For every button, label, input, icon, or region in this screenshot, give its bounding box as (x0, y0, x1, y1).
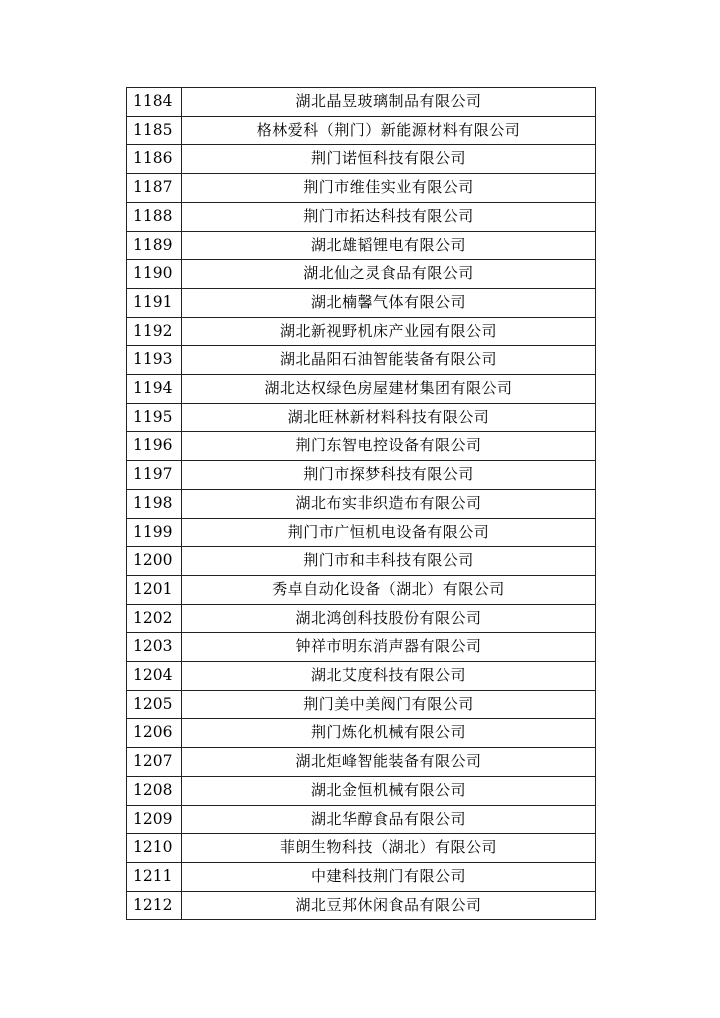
company-list-table (126, 87, 596, 920)
row-number-cell: 1187 (127, 174, 182, 203)
company-name-cell: 湖北雄韬锂电有限公司 (182, 231, 596, 260)
row-number-cell: 1186 (127, 145, 182, 174)
company-name-cell: 荆门诺恒科技有限公司 (182, 145, 596, 174)
row-number-cell: 1189 (127, 231, 182, 260)
row-number-cell: 1191 (127, 288, 182, 317)
table-row (127, 748, 596, 777)
company-name-cell: 湖北新视野机床产业园有限公司 (182, 317, 596, 346)
row-number-cell: 1204 (127, 662, 182, 691)
table-row (127, 317, 596, 346)
row-number-cell: 1203 (127, 633, 182, 662)
company-name-cell: 格林爱科（荆门）新能源材料有限公司 (182, 116, 596, 145)
row-number-cell: 1201 (127, 575, 182, 604)
company-name-cell: 湖北晶阳石油智能装备有限公司 (182, 346, 596, 375)
row-number-cell: 1196 (127, 432, 182, 461)
row-number-cell: 1202 (127, 604, 182, 633)
row-number-cell: 1198 (127, 489, 182, 518)
company-name-cell: 荆门市拓达科技有限公司 (182, 202, 596, 231)
table-row (127, 116, 596, 145)
row-number-cell: 1212 (127, 891, 182, 920)
row-number-cell: 1200 (127, 547, 182, 576)
company-name-cell: 湖北鸿创科技股份有限公司 (182, 604, 596, 633)
company-name-cell: 湖北艾度科技有限公司 (182, 662, 596, 691)
company-name-cell: 湖北华醇食品有限公司 (182, 805, 596, 834)
company-name-cell: 湖北晶昱玻璃制品有限公司 (182, 88, 596, 117)
company-name-cell: 湖北楠馨气体有限公司 (182, 288, 596, 317)
company-name-cell: 湖北金恒机械有限公司 (182, 776, 596, 805)
table-row (127, 375, 596, 404)
company-name-cell: 湖北豆邦休闲食品有限公司 (182, 891, 596, 920)
company-name-cell: 荆门市广恒机电设备有限公司 (182, 518, 596, 547)
table-row (127, 403, 596, 432)
row-number-cell: 1188 (127, 202, 182, 231)
table-row (127, 776, 596, 805)
table-row (127, 174, 596, 203)
table-row (127, 202, 596, 231)
company-name-cell: 荆门市探梦科技有限公司 (182, 461, 596, 490)
company-name-cell: 湖北布实非织造布有限公司 (182, 489, 596, 518)
table-row (127, 891, 596, 920)
row-number-cell: 1185 (127, 116, 182, 145)
table-row (127, 547, 596, 576)
company-name-cell: 湖北旺林新材料科技有限公司 (182, 403, 596, 432)
company-name-cell: 荆门市维佳实业有限公司 (182, 174, 596, 203)
row-number-cell: 1206 (127, 719, 182, 748)
table-row (127, 834, 596, 863)
row-number-cell: 1205 (127, 690, 182, 719)
table-row (127, 719, 596, 748)
company-name-cell: 湖北仙之灵食品有限公司 (182, 260, 596, 289)
company-name-cell: 荆门市和丰科技有限公司 (182, 547, 596, 576)
row-number-cell: 1199 (127, 518, 182, 547)
row-number-cell: 1211 (127, 862, 182, 891)
row-number-cell: 1194 (127, 375, 182, 404)
table-row (127, 662, 596, 691)
company-name-cell: 中建科技荆门有限公司 (182, 862, 596, 891)
table-row (127, 432, 596, 461)
row-number-cell: 1184 (127, 88, 182, 117)
row-number-cell: 1208 (127, 776, 182, 805)
table-row (127, 575, 596, 604)
table-row (127, 145, 596, 174)
company-name-cell: 荆门东智电控设备有限公司 (182, 432, 596, 461)
table-row (127, 805, 596, 834)
table-row (127, 604, 596, 633)
table-row (127, 518, 596, 547)
table-row (127, 231, 596, 260)
table-row (127, 862, 596, 891)
row-number-cell: 1197 (127, 461, 182, 490)
row-number-cell: 1207 (127, 748, 182, 777)
row-number-cell: 1195 (127, 403, 182, 432)
row-number-cell: 1190 (127, 260, 182, 289)
table-row (127, 288, 596, 317)
table-row (127, 690, 596, 719)
company-name-cell: 菲朗生物科技（湖北）有限公司 (182, 834, 596, 863)
row-number-cell: 1209 (127, 805, 182, 834)
table-body (127, 88, 596, 920)
company-name-cell: 钟祥市明东消声器有限公司 (182, 633, 596, 662)
company-name-cell: 荆门炼化机械有限公司 (182, 719, 596, 748)
table-row (127, 633, 596, 662)
table-row (127, 461, 596, 490)
row-number-cell: 1193 (127, 346, 182, 375)
table-row (127, 260, 596, 289)
table-row (127, 88, 596, 117)
row-number-cell: 1192 (127, 317, 182, 346)
table-row (127, 346, 596, 375)
table-row (127, 489, 596, 518)
company-name-cell: 湖北炬峰智能装备有限公司 (182, 748, 596, 777)
company-name-cell: 荆门美中美阀门有限公司 (182, 690, 596, 719)
row-number-cell: 1210 (127, 834, 182, 863)
company-name-cell: 秀卓自动化设备（湖北）有限公司 (182, 575, 596, 604)
company-name-cell: 湖北达权绿色房屋建材集团有限公司 (182, 375, 596, 404)
